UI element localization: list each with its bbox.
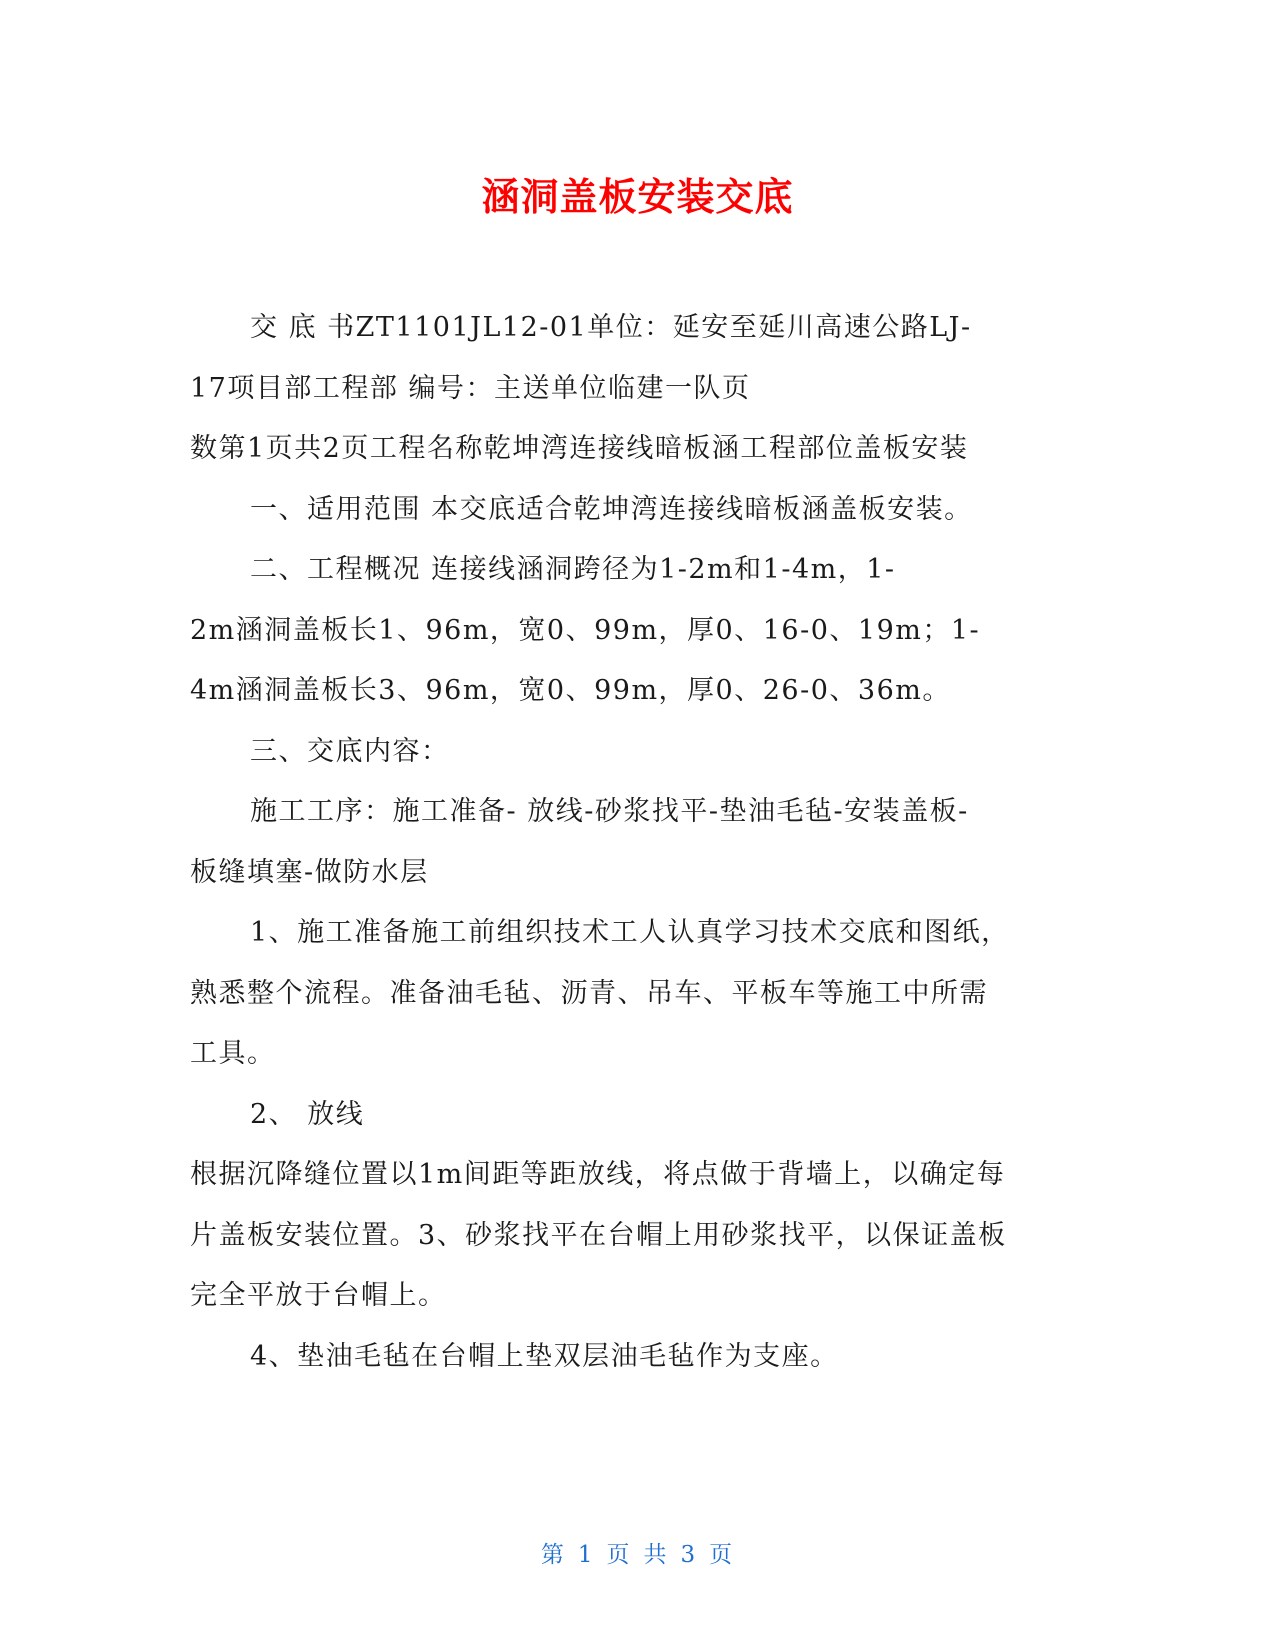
body-line: 4、垫油毛毡在台帽上垫双层油毛毡作为支座。 [250, 1340, 839, 1372]
body-line: 根据沉降缝位置以1m间距等距放线，将点做于背墙上，以确定每 [190, 1159, 1006, 1190]
body-line: 完全平放于台帽上。 [190, 1280, 447, 1311]
body-line: 2m涵洞盖板长1、96m，宽0、99m，厚0、16-0、19m；1- [190, 614, 981, 646]
body-line: 熟悉整个流程。准备油毛毡、沥青、吊车、平板车等施工中所需 [190, 977, 988, 1009]
body-line: 施工工序：施工准备- 放线-砂浆找平-垫油毛毡-安装盖板- [250, 796, 969, 827]
body-line: 1、施工准备施工前组织技术工人认真学习技术交底和图纸， [250, 917, 1010, 948]
body-line: 片盖板安装位置。3、砂浆找平在台帽上用砂浆找平，以保证盖板 [190, 1219, 1007, 1251]
footer-page-number: 1 [577, 1542, 595, 1568]
body-line: 板缝填塞-做防水层 [190, 856, 429, 888]
body-line: 数第1页共2页工程名称乾坤湾连接线暗板涵工程部位盖板安装 [190, 433, 969, 464]
footer-page-prefix: 第 [540, 1542, 566, 1568]
body-line: 二、工程概况 连接线涵洞跨径为1-2m和1-4m，1- [250, 554, 896, 585]
body-line: 工具。 [190, 1038, 276, 1069]
footer-total-pages: 3 [680, 1542, 698, 1568]
footer-total-word: 页 [709, 1542, 735, 1568]
footer-page-word: 页 [606, 1542, 632, 1568]
body-line: 三、交底内容： [250, 735, 450, 767]
page-footer [0, 1536, 1275, 1569]
footer-total-prefix: 共 [643, 1542, 669, 1568]
body-line: 交 底 书ZT1101JL12-01单位：延安至延川高速公路LJ- [250, 312, 972, 343]
body-line: 17项目部工程部 编号：主送单位临建一队页 [190, 372, 751, 404]
document-body [190, 298, 1090, 1387]
document-title: 涵洞盖板安装交底 [481, 175, 794, 219]
body-line: 2、 放线 [250, 1098, 365, 1130]
body-line: 一、适用范围 本交底适合乾坤湾连接线暗板涵盖板安装。 [250, 493, 973, 525]
body-line: 4m涵洞盖板长3、96m，宽0、99m，厚0、26-0、36m。 [190, 675, 951, 706]
